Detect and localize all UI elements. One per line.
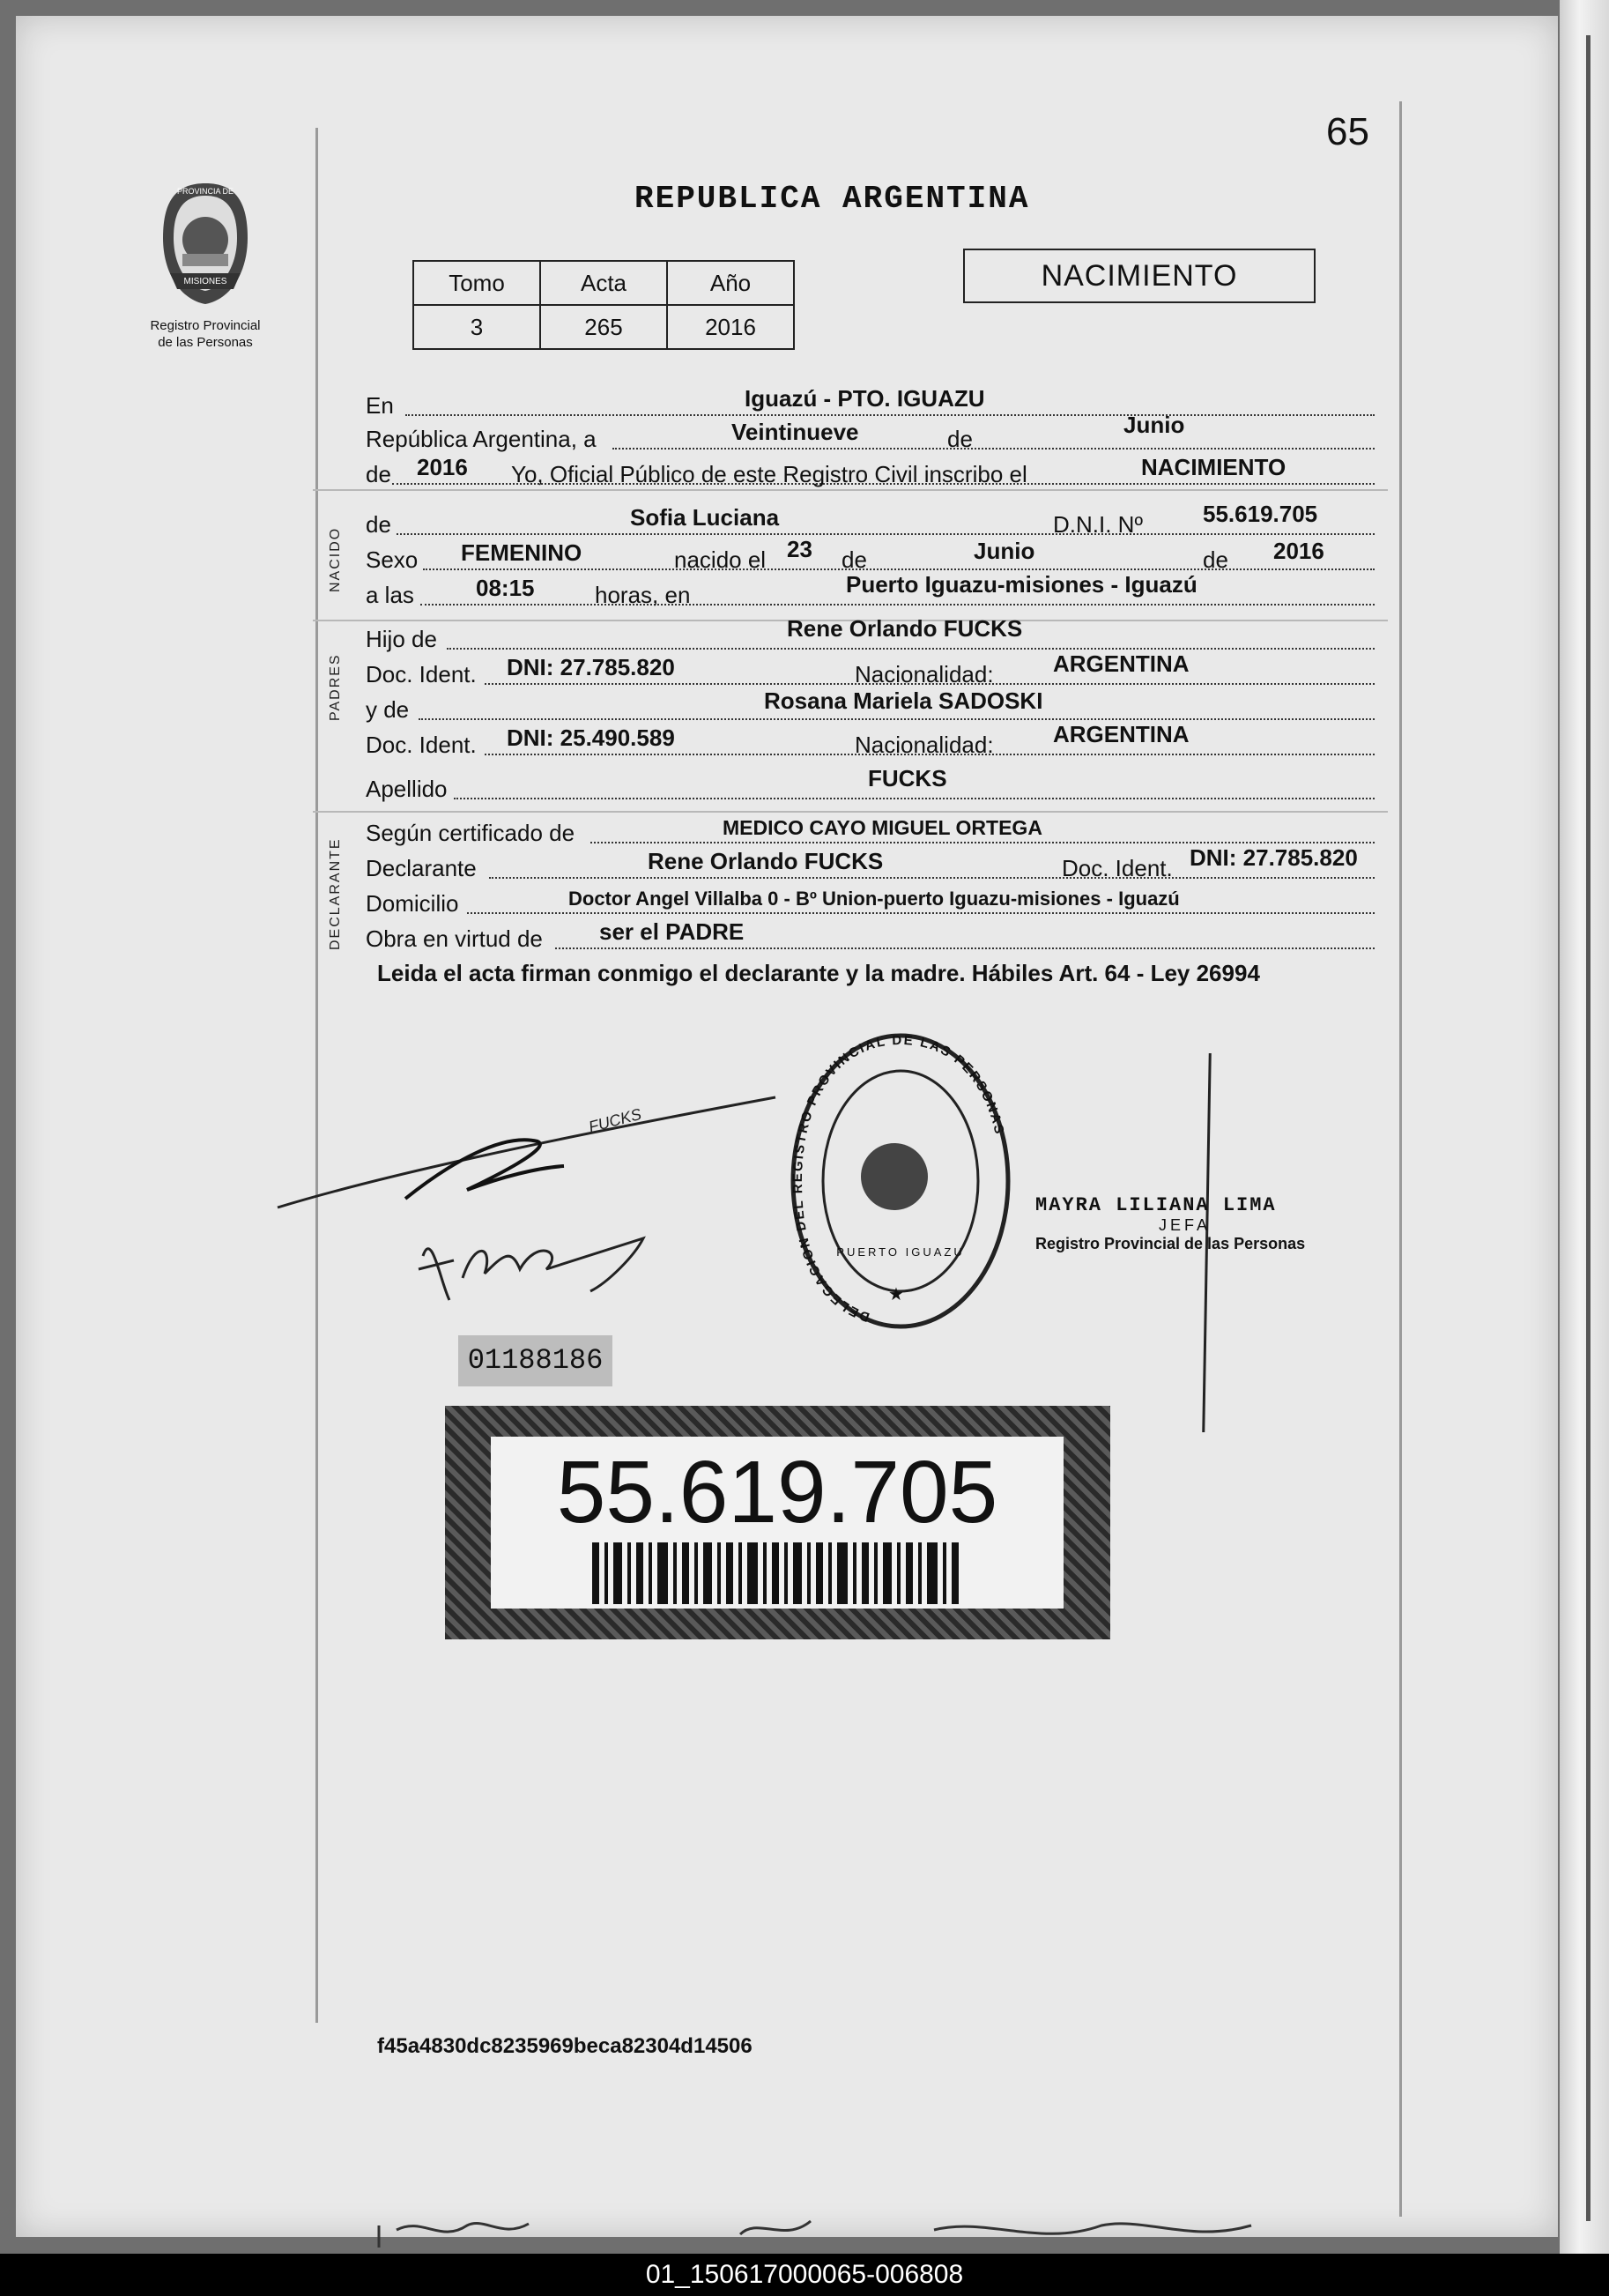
padres-padre-doc-value: DNI: 27.785.820	[507, 654, 675, 680]
declarante-label: Declarante	[366, 855, 477, 881]
logo-caption	[130, 317, 280, 351]
intro-oficial-text: Yo, Oficial Público de este Registro Civil inscribo el	[511, 461, 1027, 487]
reference-value-anio: 2016	[667, 305, 794, 349]
dotted-rule	[405, 414, 1375, 416]
emblem-text-top: PROVINCIA DE	[176, 187, 234, 196]
intro-republica-label: República Argentina, a	[366, 426, 597, 452]
declarante-doc-value: DNI: 27.785.820	[1190, 844, 1358, 871]
stamp-emblem-icon	[861, 1143, 928, 1210]
page-title: REPUBLICA ARGENTINA	[634, 181, 1030, 217]
padres-doc-label: Doc. Ident.	[366, 661, 477, 687]
official-stamp	[789, 1031, 1013, 1331]
page-edge-rule	[1586, 35, 1590, 2221]
signer-block	[1035, 1194, 1305, 1253]
declarante-certificado-label: Según certificado de	[366, 820, 575, 846]
declarante-signature	[273, 1080, 784, 1309]
stamp-ring-text: DELEGACION DEL REGISTRO PROVINCIAL DE LAS PERSONAS	[790, 1032, 1007, 1325]
intro-acto-value: NACIMIENTO	[1141, 454, 1286, 480]
declarante-doc-label: Doc. Ident.	[1062, 855, 1173, 881]
declarante-value: Rene Orlando FUCKS	[648, 848, 884, 874]
dotted-rule	[419, 718, 1375, 720]
padres-madre-doc-value: DNI: 25.490.589	[507, 724, 675, 751]
nacido-lugar-value: Puerto Iguazu-misiones - Iguazú	[846, 571, 1197, 598]
nacido-de-label-2: de	[842, 546, 867, 573]
intro-de-label: de	[947, 426, 973, 452]
intro-mes-value: Junio	[1123, 412, 1185, 438]
emblem-text-bottom: MISIONES	[183, 277, 227, 286]
intro-line-oficial	[366, 454, 1375, 492]
padres-padre-value: Rene Orlando FUCKS	[787, 615, 1023, 642]
nacido-anio-value: 2016	[1273, 538, 1324, 564]
nacido-de-label-3: de	[1203, 546, 1228, 573]
padres-line-padre-doc	[366, 650, 1375, 692]
section-divider	[313, 811, 1388, 813]
nacido-line-hora	[366, 571, 1375, 613]
padres-padre-nac-value: ARGENTINA	[1053, 650, 1190, 677]
control-number: 01188186	[458, 1335, 612, 1386]
declarante-line-obra	[366, 918, 1375, 956]
page-number: 65	[1326, 110, 1369, 153]
frame-left-rule	[315, 128, 318, 2023]
reference-header-row	[413, 261, 794, 305]
padres-nac-label: Nacionalidad:	[855, 661, 994, 687]
dotted-rule	[397, 533, 1375, 535]
declarante-domicilio-label: Domicilio	[366, 890, 459, 917]
dotted-rule	[612, 448, 1375, 450]
signer-role: JEFA	[1159, 1216, 1212, 1234]
padres-line-apellido	[366, 765, 1375, 806]
stamp-inner-text: PUERTO IGUAZU	[836, 1245, 965, 1259]
dotted-rule	[467, 912, 1375, 914]
dotted-rule	[420, 604, 1375, 606]
page-edge-strip	[1560, 0, 1609, 2256]
signer-org: Registro Provincial de las Personas	[1035, 1235, 1306, 1252]
logo-caption-line1: Registro Provincial	[150, 318, 261, 333]
reference-value-tomo: 3	[413, 305, 540, 349]
padres-hijo-label: Hijo de	[366, 626, 437, 652]
section-divider	[313, 489, 1388, 491]
frame-right-rule	[1399, 101, 1402, 2217]
nacido-horas-en-label: horas, en	[595, 582, 691, 608]
dotted-rule	[590, 842, 1375, 843]
padres-madre-value: Rosana Mariela SADOSKI	[764, 687, 1043, 714]
intro-en-value: Iguazú - PTO. IGUAZU	[745, 385, 985, 412]
dni-security-label	[445, 1406, 1110, 1639]
provincial-emblem-icon	[152, 176, 258, 308]
declarante-line-domicilio	[366, 886, 1375, 921]
reference-header-anio: Año	[667, 261, 794, 305]
nacido-nacido-el-label: nacido el	[674, 546, 767, 573]
document-type-box: NACIMIENTO	[963, 249, 1316, 303]
nacido-sexo-value: FEMENINO	[461, 539, 582, 566]
nacido-nombre-value: Sofia Luciana	[630, 504, 780, 531]
declarante-domicilio-value: Doctor Angel Villalba 0 - Bº Union-puerto Iguazu-misiones - Iguazú	[568, 888, 1180, 910]
reference-value-acta: 265	[540, 305, 667, 349]
intro-line-republica	[366, 412, 1375, 457]
nacido-a-las-label: a las	[366, 582, 414, 608]
padres-nac-label-2: Nacionalidad:	[855, 732, 994, 758]
dotted-rule	[489, 877, 1375, 879]
bleed-through-scribbles	[370, 2208, 1383, 2252]
signer-name: MAYRA LILIANA LIMA	[1035, 1194, 1277, 1216]
padres-line-padre	[366, 615, 1375, 657]
padres-line-madre	[366, 687, 1375, 727]
nacido-mes-value: Junio	[974, 538, 1035, 564]
dotted-rule	[454, 798, 1375, 799]
padres-y-de-label: y de	[366, 696, 410, 723]
logo-caption-line2: de las Personas	[158, 335, 253, 350]
section-tag-padres: PADRES	[328, 653, 343, 721]
intro-line-en	[366, 385, 1375, 423]
padres-apellido-label: Apellido	[366, 776, 448, 802]
nacido-dni-label: D.N.I. Nº	[1053, 511, 1143, 538]
closing-text: Leida el acta firman conmigo el declarante y la madre. Hábiles Art. 64 - Ley 26994	[377, 960, 1260, 986]
document-hash: f45a4830dc8235969beca82304d14506	[377, 2034, 753, 2058]
dni-label-number: 55.619.705	[556, 1443, 998, 1542]
declarante-obra-value: ser el PADRE	[599, 918, 745, 945]
reference-header-tomo: Tomo	[413, 261, 540, 305]
dotted-rule	[423, 568, 1375, 570]
nacido-de-label: de	[366, 511, 391, 538]
declarante-obra-label: Obra en virtud de	[366, 925, 543, 952]
footer-id-bar: 01_150617000065-006808	[0, 2254, 1609, 2296]
dotted-rule	[447, 648, 1375, 650]
declarante-certificado-value: MEDICO CAYO MIGUEL ORTEGA	[723, 816, 1042, 839]
padres-madre-nac-value: ARGENTINA	[1053, 721, 1190, 747]
intro-de-label-2: de	[366, 461, 391, 487]
reference-value-row	[413, 305, 794, 349]
intro-en-label: En	[366, 392, 394, 419]
padres-apellido-value: FUCKS	[868, 765, 947, 791]
padres-doc-label-2: Doc. Ident.	[366, 732, 477, 758]
reference-header-acta: Acta	[540, 261, 667, 305]
dotted-rule	[555, 947, 1375, 949]
declarante-line-declarante	[366, 844, 1375, 886]
nacido-sexo-label: Sexo	[366, 546, 419, 573]
dni-label-panel	[491, 1437, 1064, 1609]
nacido-hora-value: 08:15	[476, 575, 535, 601]
section-tag-declarante: DECLARANTE	[328, 837, 343, 950]
barcode-icon	[592, 1542, 962, 1604]
signature-mark-text: FUCKS	[586, 1104, 643, 1136]
nacido-line-nombre	[366, 501, 1375, 542]
intro-anio-value: 2016	[417, 454, 468, 480]
intro-dia-value: Veintinueve	[731, 419, 859, 445]
padres-line-madre-doc	[366, 721, 1375, 762]
registry-logo	[130, 176, 280, 351]
stamp-star-icon: ★	[888, 1285, 904, 1304]
section-tag-nacido: NACIDO	[328, 526, 343, 592]
reference-table	[412, 260, 795, 350]
nacido-dni-value: 55.619.705	[1203, 501, 1318, 527]
nacido-dia-value: 23	[787, 536, 812, 562]
